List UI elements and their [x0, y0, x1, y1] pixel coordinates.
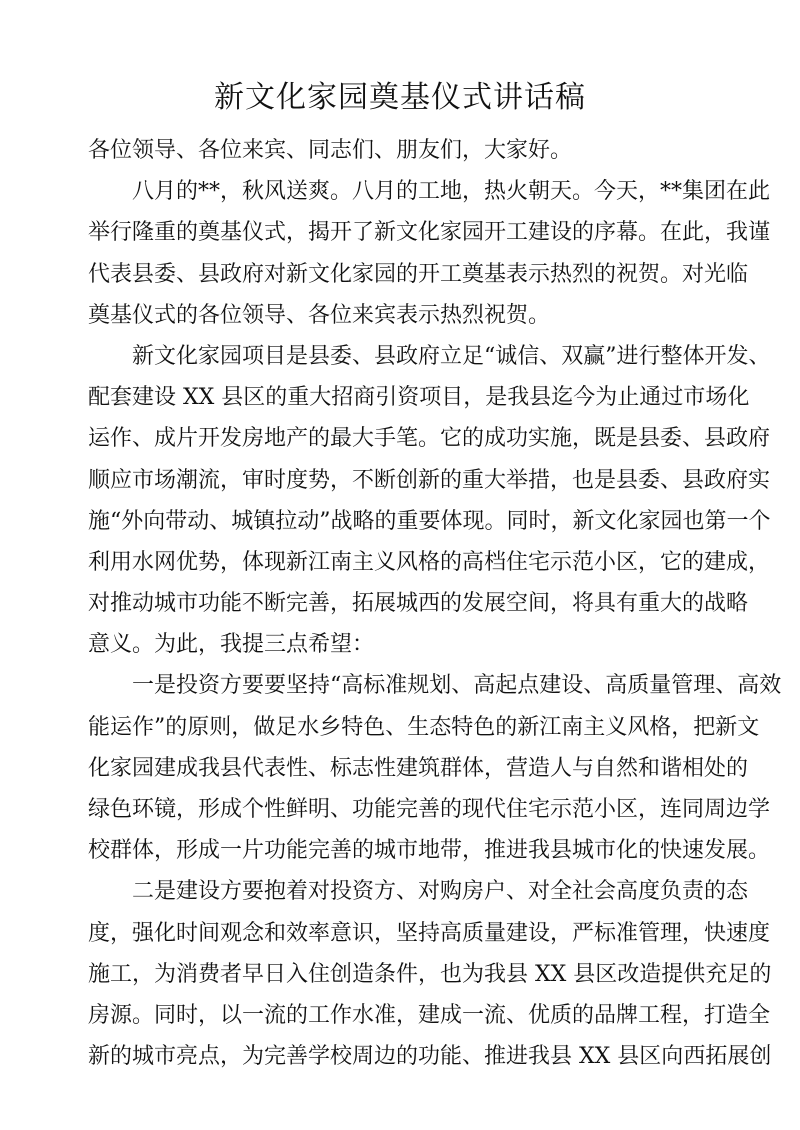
document-title: 新文化家园奠基仪式讲话稿: [214, 80, 586, 115]
text-line: 对推动城市功能不断完善，拓展城西的发展空间，将具有重大的战略: [88, 591, 749, 617]
text-line: 运作、成片开发房地产的最大手笔。它的成功实施，既是县委、县政府: [88, 426, 771, 452]
text-line: 奠基仪式的各位领导、各位来宾表示热烈祝贺。: [88, 302, 551, 328]
text-line: 房源。同时，以一流的工作水准，建成一流、优质的品牌工程，打造全: [88, 1002, 771, 1028]
text-line: 配套建设 XX 县区的重大招商引资项目，是我县迄今为止通过市场化: [88, 385, 750, 411]
text-line: 代表县委、县政府对新文化家园的开工奠基表示热烈的祝贺。对光临: [88, 261, 749, 287]
text-line: 绿色环镜，形成个性鲜明、功能完善的现代住宅示范小区，连同周边学: [88, 797, 771, 822]
document-body: [88, 130, 782, 1077]
text-line: 顺应市场潮流，审时度势，不断创新的重大举措，也是县委、县政府实: [88, 467, 771, 493]
text-line: 利用水网优势，体现新江南主义风格的高档住宅示范小区，它的建成，: [88, 549, 771, 575]
text-line: 化家园建成我县代表性、标志性建筑群体，营造人与自然和谐相处的: [88, 755, 749, 781]
text-line: 一是投资方要要坚持“高标准规划、高起点建设、高质量管理、高效: [132, 673, 782, 699]
text-line: 举行隆重的奠基仪式，揭开了新文化家园开工建设的序幕。在此，我谨: [88, 220, 771, 246]
text-line: 新的城市亮点，为完善学校周边的功能、推进我县 XX 县区向西拓展创: [88, 1044, 772, 1070]
text-line: 度，强化时间观念和效率意识，坚持高质量建设，严标准管理，快速度: [88, 920, 771, 946]
text-line: 校群体，形成一片功能完善的城市地带，推进我县城市化的快速发展。: [88, 838, 771, 864]
text-line: 能运作”的原则，做足水乡特色、生态特色的新江南主义风格，把新文: [88, 714, 760, 740]
text-line: 各位领导、各位来宾、同志们、朋友们，大家好。: [88, 138, 573, 163]
text-line: 新文化家园项目是县委、县政府立足“诚信、双赢”进行整体开发、: [132, 343, 771, 369]
text-line: 施工，为消费者早日入住创造条件，也为我县 XX 县区改造提供充足的: [88, 961, 772, 987]
text-line: 意义。为此，我提三点希望：: [88, 632, 375, 658]
text-line: 二是建设方要抱着对投资方、对购房户、对全社会高度负责的态: [132, 879, 749, 905]
text-line: 八月的**，秋风送爽。八月的工地，热火朝天。今天，**集团在此: [132, 179, 771, 205]
text-line: 施“外向带动、城镇拉动”战略的重要体现。同时，新文化家园也第一个: [88, 508, 771, 534]
